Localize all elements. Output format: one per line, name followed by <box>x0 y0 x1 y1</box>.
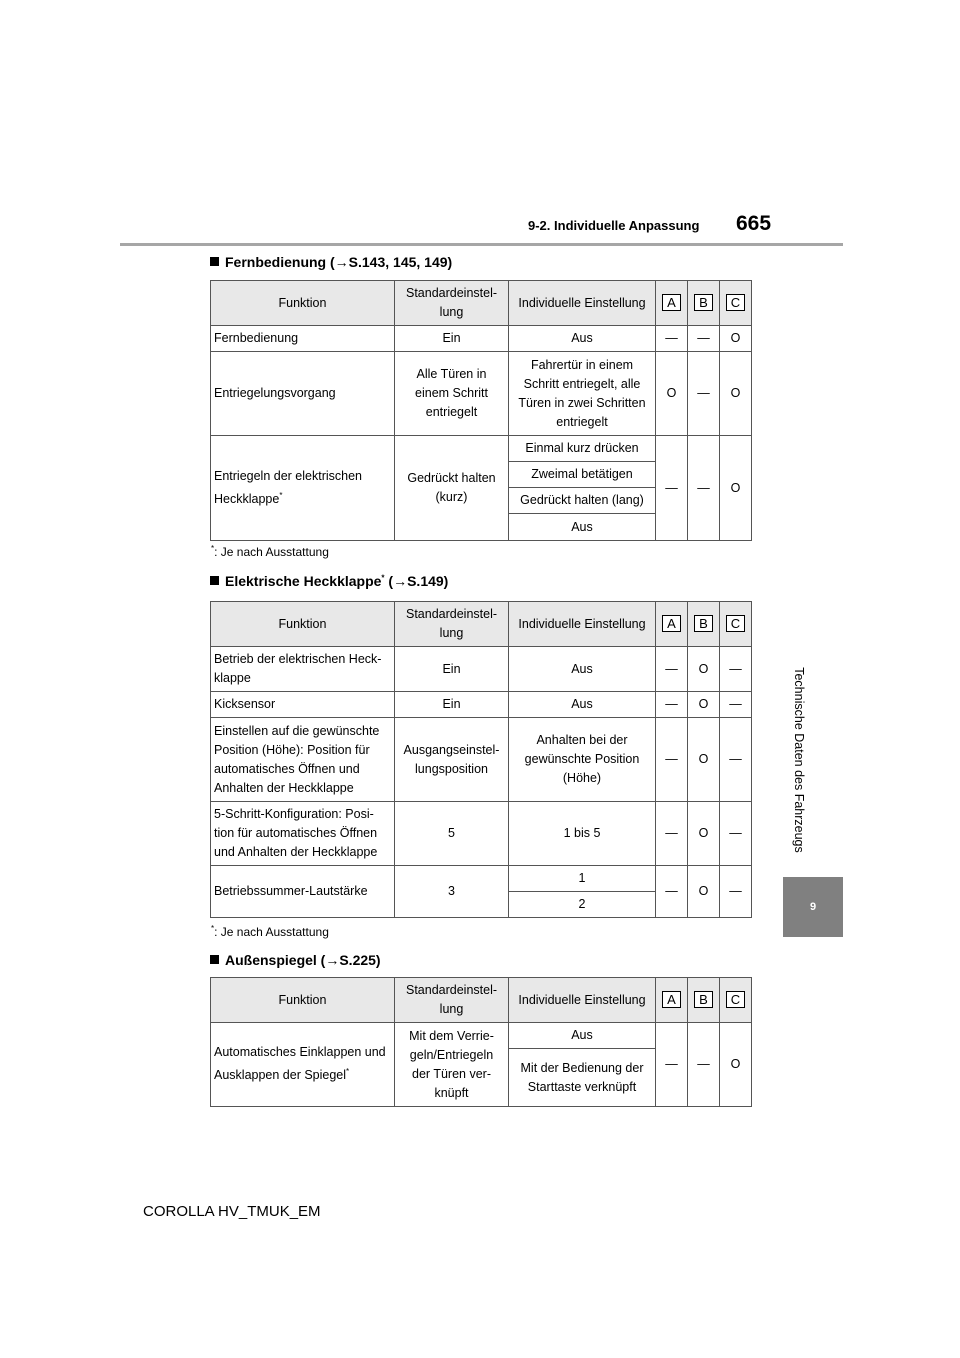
col-function-header: Funktion <box>211 602 395 647</box>
cell-default: Alle Türen in einem Schritt entriegelt <box>395 352 509 436</box>
cell-a: — <box>656 866 688 918</box>
cell-c: O <box>720 436 752 541</box>
table-row <box>211 647 752 692</box>
table-row <box>211 692 752 718</box>
cell-default: 3 <box>395 866 509 918</box>
cell-custom: Aus <box>509 514 656 541</box>
col-b-header: B <box>688 978 720 1023</box>
section-header-title: 9-2. Individuelle Anpassung <box>528 218 700 233</box>
cell-a: — <box>656 436 688 541</box>
cell-function: Einstellen auf die gewünschte Position (Höhe): Position für automatisches Öffnen und Anhalten der Heckklappe <box>211 718 395 802</box>
header-divider <box>120 243 843 246</box>
cell-b: O <box>688 692 720 718</box>
col-c-header: C <box>720 281 752 326</box>
table-heckklappe <box>210 601 752 918</box>
col-custom-header: Individuelle Einstellung <box>509 281 656 326</box>
col-b-header: B <box>688 281 720 326</box>
cell-function: Entriegelungsvorgang <box>211 352 395 436</box>
chapter-number-tab: 9 <box>783 877 843 937</box>
table-row <box>211 802 752 866</box>
cell-custom: 2 <box>509 892 656 918</box>
cell-a: — <box>656 647 688 692</box>
cell-custom: Mit der Bedienung der Starttaste verknüpft <box>509 1049 656 1107</box>
cell-b: O <box>688 866 720 918</box>
col-function-header: Funktion <box>211 281 395 326</box>
cell-b: — <box>688 436 720 541</box>
cell-custom: Fahrertür in einem Schritt entriegelt, alle Türen in zwei Schritten entriegelt <box>509 352 656 436</box>
col-a-header: A <box>656 978 688 1023</box>
col-default-header: Standardeinstel- lung <box>395 602 509 647</box>
cell-a: O <box>656 352 688 436</box>
cell-a: — <box>656 802 688 866</box>
footnote: *: Je nach Ausstattung <box>211 924 329 939</box>
col-a-header: A <box>656 281 688 326</box>
table-row <box>211 352 752 436</box>
cell-function: Automatisches Einklappen und Ausklappen der Spiegel* <box>211 1023 395 1107</box>
cell-default: 5 <box>395 802 509 866</box>
page-number: 665 <box>736 212 772 235</box>
table-fernbedienung <box>210 280 752 541</box>
table-header-row <box>211 978 752 1023</box>
col-c-header: C <box>720 978 752 1023</box>
cell-custom: 1 <box>509 866 656 892</box>
col-custom-header: Individuelle Einstellung <box>509 602 656 647</box>
bullet-square-icon <box>210 257 219 266</box>
cell-custom: Gedrückt halten (lang) <box>509 488 656 514</box>
cell-a: — <box>656 1023 688 1107</box>
cell-b: O <box>688 802 720 866</box>
table-row <box>211 866 752 892</box>
cell-custom: Aus <box>509 692 656 718</box>
cell-custom: Aus <box>509 647 656 692</box>
table-row <box>211 436 752 462</box>
cell-function: Entriegeln der elektrischen Heckklappe* <box>211 436 395 541</box>
cell-a: — <box>656 326 688 352</box>
col-b-header: B <box>688 602 720 647</box>
footnote: *: Je nach Ausstattung <box>211 544 329 559</box>
table-header-row <box>211 281 752 326</box>
cell-function: Kicksensor <box>211 692 395 718</box>
table-aussenspiegel <box>210 977 752 1107</box>
cell-default: Gedrückt halten (kurz) <box>395 436 509 541</box>
col-default-header: Standardeinstel- lung <box>395 978 509 1023</box>
col-c-header: C <box>720 602 752 647</box>
cell-b: — <box>688 352 720 436</box>
table-row <box>211 1023 752 1049</box>
cell-c: — <box>720 802 752 866</box>
col-default-header: Standardeinstel- lung <box>395 281 509 326</box>
cell-default: Mit dem Verrie- geln/Entriegeln der Türen ver- knüpft <box>395 1023 509 1107</box>
table-row <box>211 718 752 802</box>
cell-default: Ein <box>395 326 509 352</box>
cell-c: — <box>720 692 752 718</box>
table-row <box>211 326 752 352</box>
section-title-fernbedienung: Fernbedienung (→S.143, 145, 149) <box>210 254 452 270</box>
cell-b: O <box>688 647 720 692</box>
chapter-side-label: Technische Daten des Fahrzeugs <box>792 667 806 853</box>
footer-model-code: COROLLA HV_TMUK_EM <box>143 1203 321 1220</box>
section-title-heckklappe: Elektrische Heckklappe* (→S.149) <box>210 573 448 589</box>
bullet-square-icon <box>210 576 219 585</box>
table-header-row <box>211 602 752 647</box>
col-custom-header: Individuelle Einstellung <box>509 978 656 1023</box>
cell-custom: 1 bis 5 <box>509 802 656 866</box>
cell-custom: Aus <box>509 326 656 352</box>
cell-default: Ausgangseinstel- lungsposition <box>395 718 509 802</box>
cell-c: O <box>720 1023 752 1107</box>
cell-c: — <box>720 647 752 692</box>
cell-b: — <box>688 326 720 352</box>
cell-custom: Einmal kurz drücken <box>509 436 656 462</box>
cell-c: O <box>720 326 752 352</box>
cell-function: 5-Schritt-Konfiguration: Posi- tion für automatisches Öffnen und Anhalten der Heckklappe <box>211 802 395 866</box>
col-a-header: A <box>656 602 688 647</box>
col-function-header: Funktion <box>211 978 395 1023</box>
cell-b: O <box>688 718 720 802</box>
cell-function: Fernbedienung <box>211 326 395 352</box>
cell-function: Betriebssummer-Lautstärke <box>211 866 395 918</box>
cell-c: — <box>720 718 752 802</box>
cell-custom: Zweimal betätigen <box>509 462 656 488</box>
cell-custom: Anhalten bei der gewünschte Position (Höhe) <box>509 718 656 802</box>
cell-custom: Aus <box>509 1023 656 1049</box>
cell-c: — <box>720 866 752 918</box>
cell-a: — <box>656 692 688 718</box>
cell-default: Ein <box>395 647 509 692</box>
section-title-aussenspiegel: Außenspiegel (→S.225) <box>210 952 381 968</box>
cell-function: Betrieb der elektrischen Heck- klappe <box>211 647 395 692</box>
cell-b: — <box>688 1023 720 1107</box>
cell-default: Ein <box>395 692 509 718</box>
cell-c: O <box>720 352 752 436</box>
cell-a: — <box>656 718 688 802</box>
bullet-square-icon <box>210 955 219 964</box>
